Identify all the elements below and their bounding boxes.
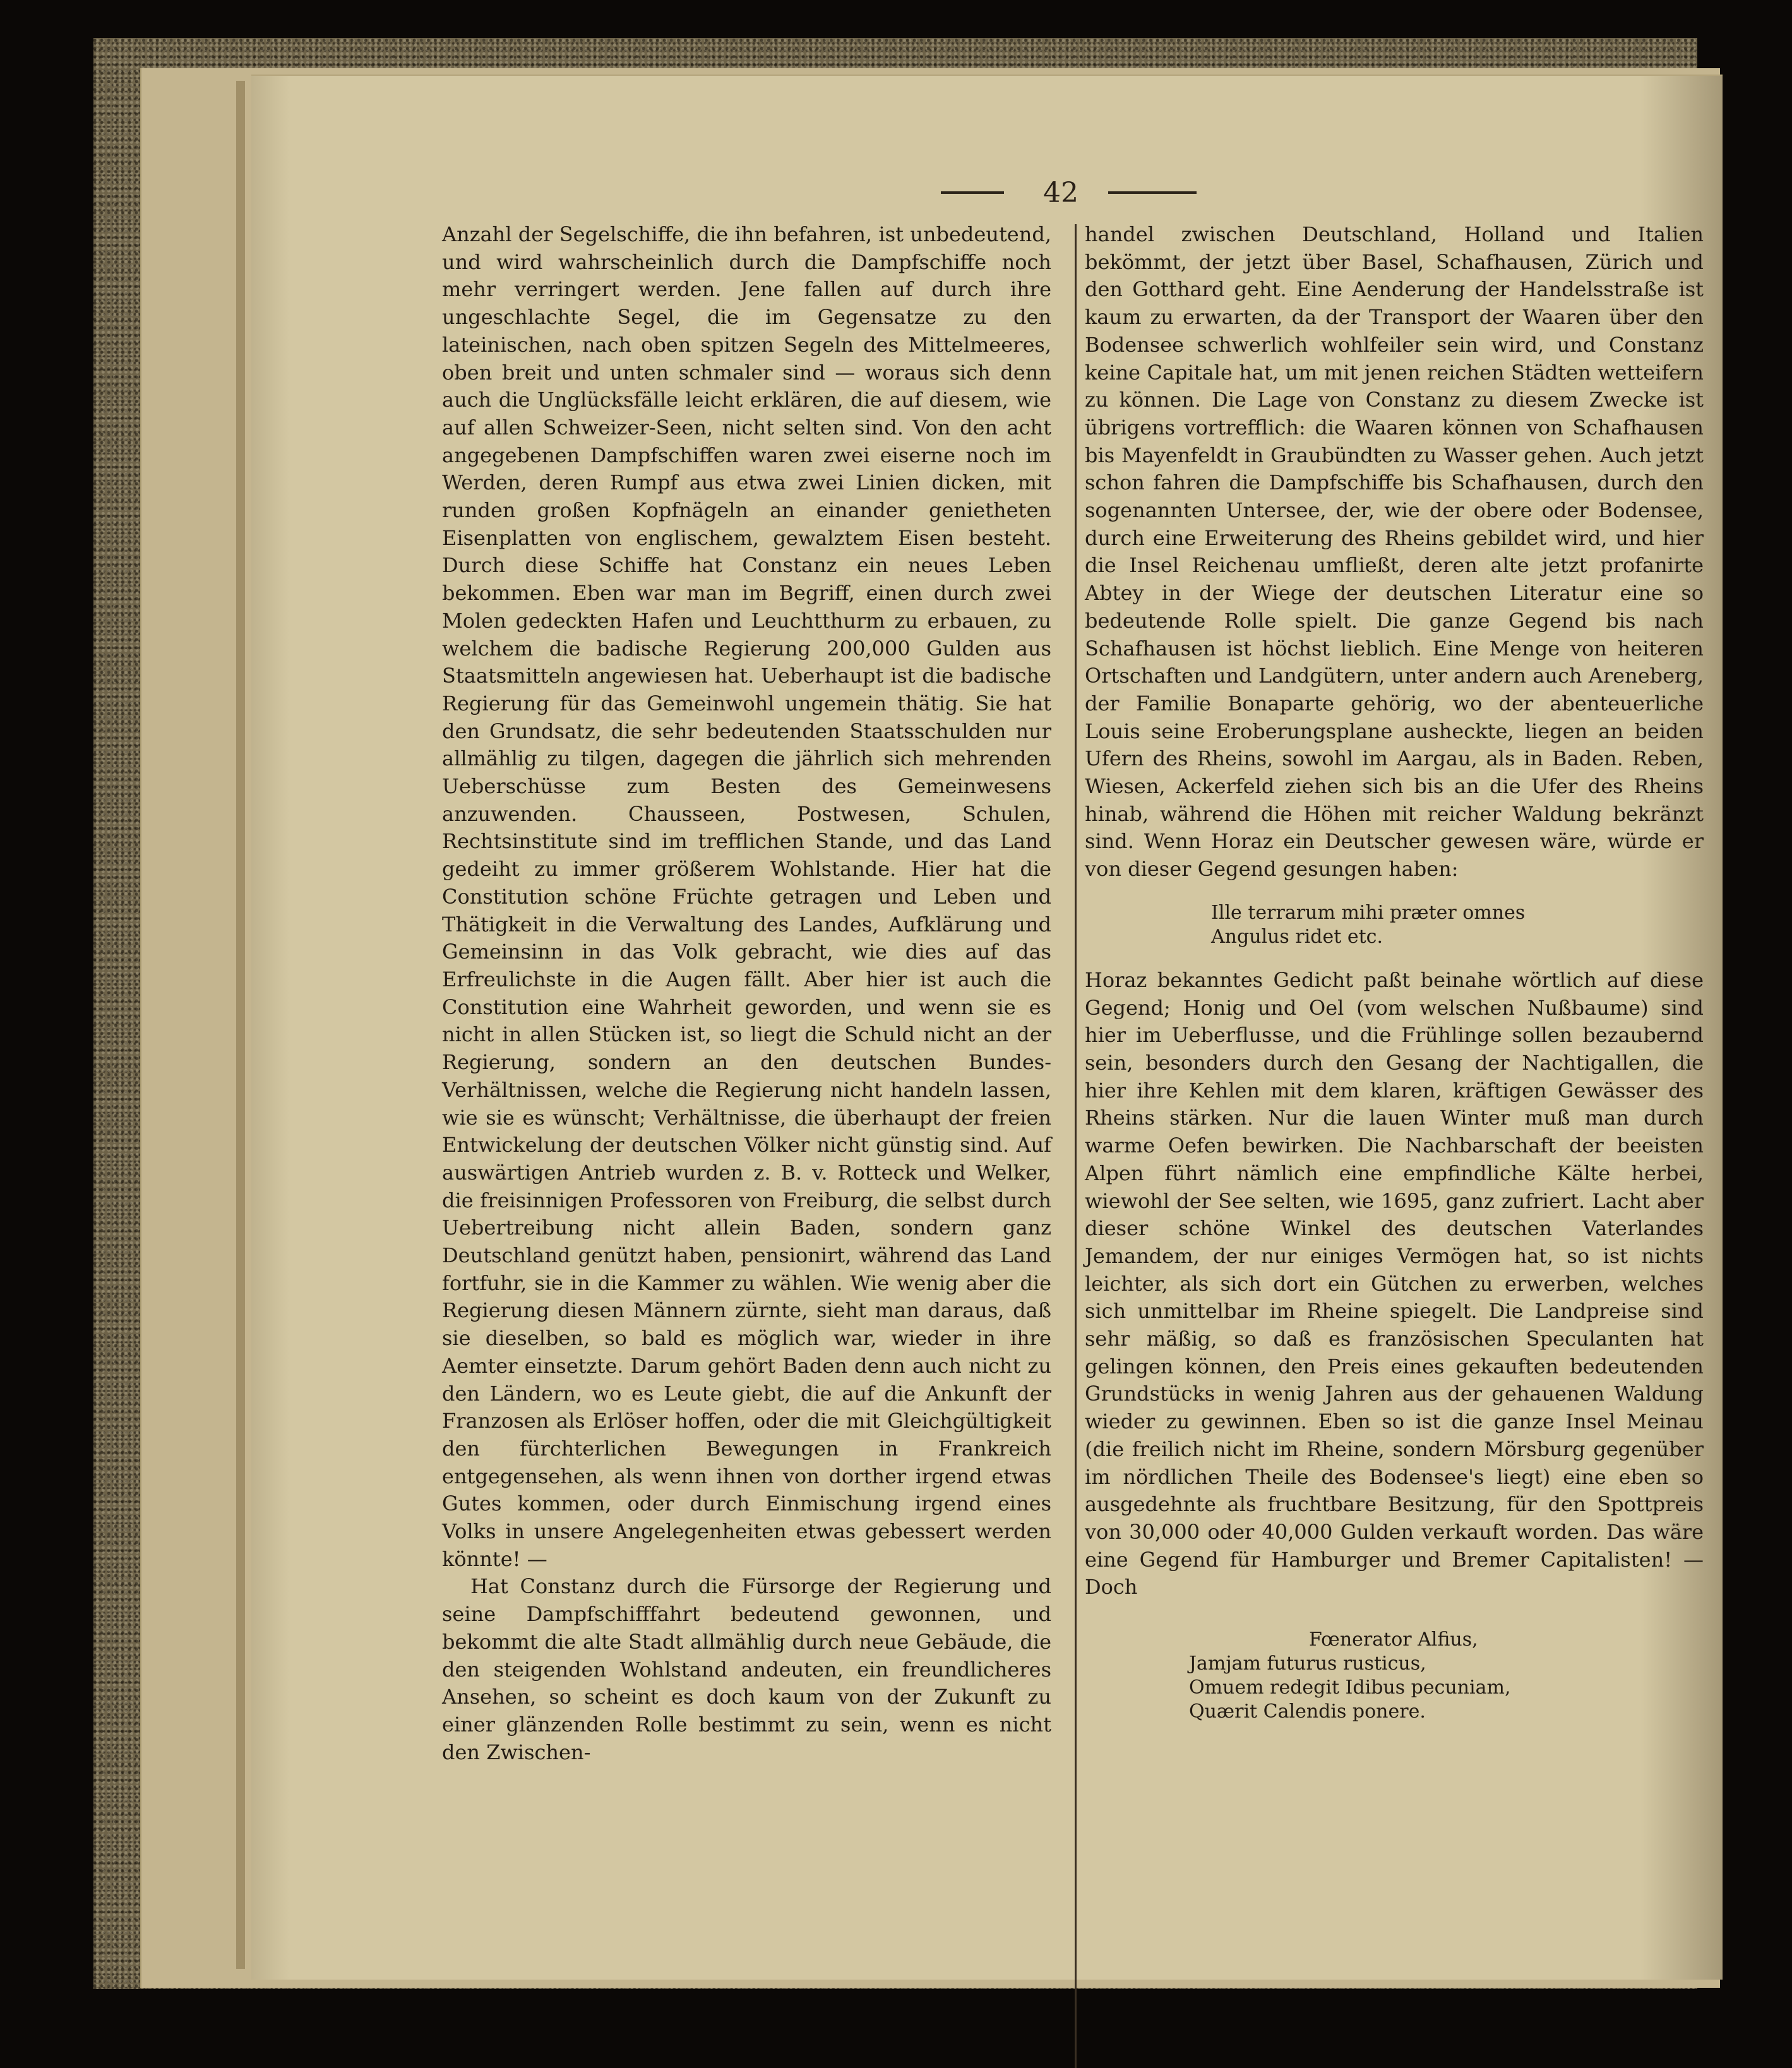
paragraph: Hat Constanz durch die Fürsorge der Regierung und seine Dampfschifffahrt bedeutend gewonnen, und bekommt die alte Stadt allmählig durch neue Gebäude, die den steigenden Wohlstand andeuten, ein freundlicheres Ansehen, so scheint es doch kaum von der Zukunft zu einer glänzenden Rolle bestimmt zu sein, wenn es nicht den Zwischen- — [442, 1574, 1051, 1764]
paragraph: handel zwischen Deutschland, Holland und Italien bekömmt, der jetzt über Basel, Schafhausen, Zürich und den Gotthard geht. Eine Aenderung der Handelsstraße ist kaum zu erwarten, da der Transport der Waaren über den Bodensee schwerlich wohlfeiler sein wird, und Constanz keine Capitale hat, um mit jenen reichen Städten wetteifern zu können. Die Lage von Constanz zu diesem Zwecke ist übrigens vortrefflich: die Waaren können von Schafhausen bis Mayenfeldt in Graubündten zu Wasser gehen. Auch jetzt schon fahren die Dampfschiffe bis Schafhausen, durch den sogenannten Untersee, der, wie der obere oder Bodensee, durch eine Erweiterung des Rheins gebildet wird, und hier die Insel Reichenau umfließt, deren alte jetzt profanirte Abtey in der Wiege der deutschen Literatur eine so bedeutende Rolle spielt. Die ganze Gegend bis nach Schafhausen ist höchst lieblich. Eine Menge von heiteren Ortschaften und Landgütern, unter andern auch Areneberg, der Familie Bonaparte gehörig, wo der abenteuerliche Louis seine Eroberungsplane ausheckte, liegen an beiden Ufern des Rheins, sowohl im Aargau, als in Baden. Reben, Wiesen, Ackerfeld ziehen sich bis an die Ufer des Rheins hinab, während die Höhen mit reicher Waldung bekränzt sind. Wenn Horaz ein Deutscher gewesen wäre, würde er von dieser Gegend gesungen haben: — [1085, 222, 1704, 882]
poem-line: Fœnerator Alfius, — [1309, 1629, 1478, 1651]
quotation-line: Ille terrarum mihi præter omnes — [1211, 901, 1526, 924]
paragraph: Horaz bekanntes Gedicht paßt beinahe wörtlich auf diese Gegend; Honig und Oel (vom welschen Nußbaume) sind hier im Ueberflusse, und die Frühlinge sollen bezaubernd sein, besonders durch den Gesang der Nachtigallen, die hier ihre Kehlen mit dem klaren, kräftigen Gewässer des Rheins stärken. Nur die lauen Winter muß man durch warme Oefen bewirken. Die Nachbarschaft der beeisten Alpen führt nämlich eine empfindliche Kälte herbei, wiewohl der See selten, wie 1695, ganz zufriert. Lacht aber dieser schöne Winkel des deutschen Vaterlandes Jemandem, der nur einiges Vermögen hat, so ist nichts leichter, als sich dort ein Gütchen zu erwerben, welches sich unmittelbar im Rheine spiegelt. Die Landpreise sind sehr mäßig, so daß es französischen Speculanten hat gelingen können, den Preis eines gekauften bedeutenden Grundstücks in wenig Jahren aus der gehauenen Waldung wieder zu gewinnen. Eben so ist die ganze Insel Meinau (die freilich nicht im Rheine, sondern Mörsburg gegenüber im nördlichen Theile des Bodensee's liegt) eine eben so ausgedehnte als fruchtbare Besitzung, für den Spottpreis von 30,000 oder 40,000 Gulden verkauft worden. Das wäre eine Gegend für Hamburger und Bremer Capitalisten! — Doch — [1085, 967, 1704, 1599]
page-number-rule-right — [1108, 191, 1197, 194]
left-column — [442, 221, 1051, 1766]
latin-poem — [1189, 1628, 1704, 1724]
latin-quotation — [1211, 901, 1704, 949]
poem-line: Jamjam futurus rusticus, — [1189, 1653, 1426, 1675]
page-number-rule-left — [941, 191, 1004, 194]
quotation-line: Angulus ridet etc. — [1211, 925, 1383, 948]
poem-line: Omuem redegit Idibus pecuniam, — [1189, 1677, 1511, 1699]
page-number: 42 — [1043, 177, 1078, 209]
right-column — [1085, 221, 1704, 1724]
paragraph: Anzahl der Segelschiffe, die ihn befahren, ist unbedeutend, und wird wahrscheinlich durch die Dampfschiffe noch mehr verringert werden. Jene fallen auf durch ihre ungeschlachte Segel, die im Gegensatze zu den lateinischen, nach oben spitzen Segeln des Mittelmeeres, oben breit und unten schmaler sind — woraus sich denn auch die Unglücksfälle leicht erklären, die auf diesem, wie auf allen Schweizer-Seen, nicht selten sind. Von den acht angegebenen Dampfschiffen waren zwei eiserne noch im Werden, deren Rumpf aus etwa zwei Linien dicken, mit runden großen Kopfnägeln an einander genietheten Eisenplatten von englischem, gewalztem Eisen besteht. Durch diese Schiffe hat Constanz ein neues Leben bekommen. Eben war man im Begriff, einen durch zwei Molen gedeckten Hafen und Leuchtthurm zu erbauen, zu welchem die badische Regierung 200,000 Gulden aus Staatsmitteln angewiesen hat. Ueberhaupt ist die badische Regierung für das Gemeinwohl ungemein thätig. Sie hat den Grundsatz, die sehr bedeutenden Staatsschulden nur allmählig zu tilgen, dagegen die jährlich sich mehrenden Ueberschüsse zum Besten des Gemeinwesens anzuwenden. Chausseen, Postwesen, Schulen, Rechtsinstitute sind im trefflichen Stande, und das Land gedeiht zu immer größerem Wohlstande. Hier hat die Constitution schöne Früchte getragen und Leben und Thätigkeit in die Verwaltung des Landes, Aufklärung und Gemeinsinn in das Volk gebracht, wie dies auf das Erfreulichste in die Augen fällt. Aber hier ist auch die Constitution eine Wahrheit geworden, und wenn sie es nicht in allen Stücken ist, so liegt die Schuld nicht an der Regierung, sondern an den deutschen Bundes-Verhältnissen, welche die Regierung nicht handeln lassen, wie sie es wünscht; Verhältnisse, die überhaupt der freien Entwickelung der deutschen Völker nicht günstig sind. Auf auswärtigen Antrieb wurden z. B. v. Rotteck und Welker, die freisinnigen Professoren von Freiburg, die selbst durch Uebertreibung nicht allein Baden, sondern ganz Deutschland genützt haben, pensionirt, während das Land fortfuhr, sie in die Kammer zu wählen. Wie wenig aber die Regierung diesen Männern zürnte, sieht man daraus, daß sie dieselben, so bald es möglich war, wieder in ihre Aemter einsetzte. Darum gehört Baden denn auch nicht zu den Ländern, wo es Leute giebt, die auf die Ankunft der Franzosen als Erlöser hoffen, oder die mit Gleichgültigkeit den fürchterlichen Bewegungen in Frankreich entgegensehen, als wenn ihnen von dorther irgend etwas Gutes kommen, oder durch Einmischung irgend eines Volks in unsere Angelegenheiten etwas gebessert werden könnte! — — [442, 222, 1051, 1571]
poem-line: Quærit Calendis ponere. — [1189, 1700, 1426, 1723]
column-divider — [1075, 224, 1077, 2068]
